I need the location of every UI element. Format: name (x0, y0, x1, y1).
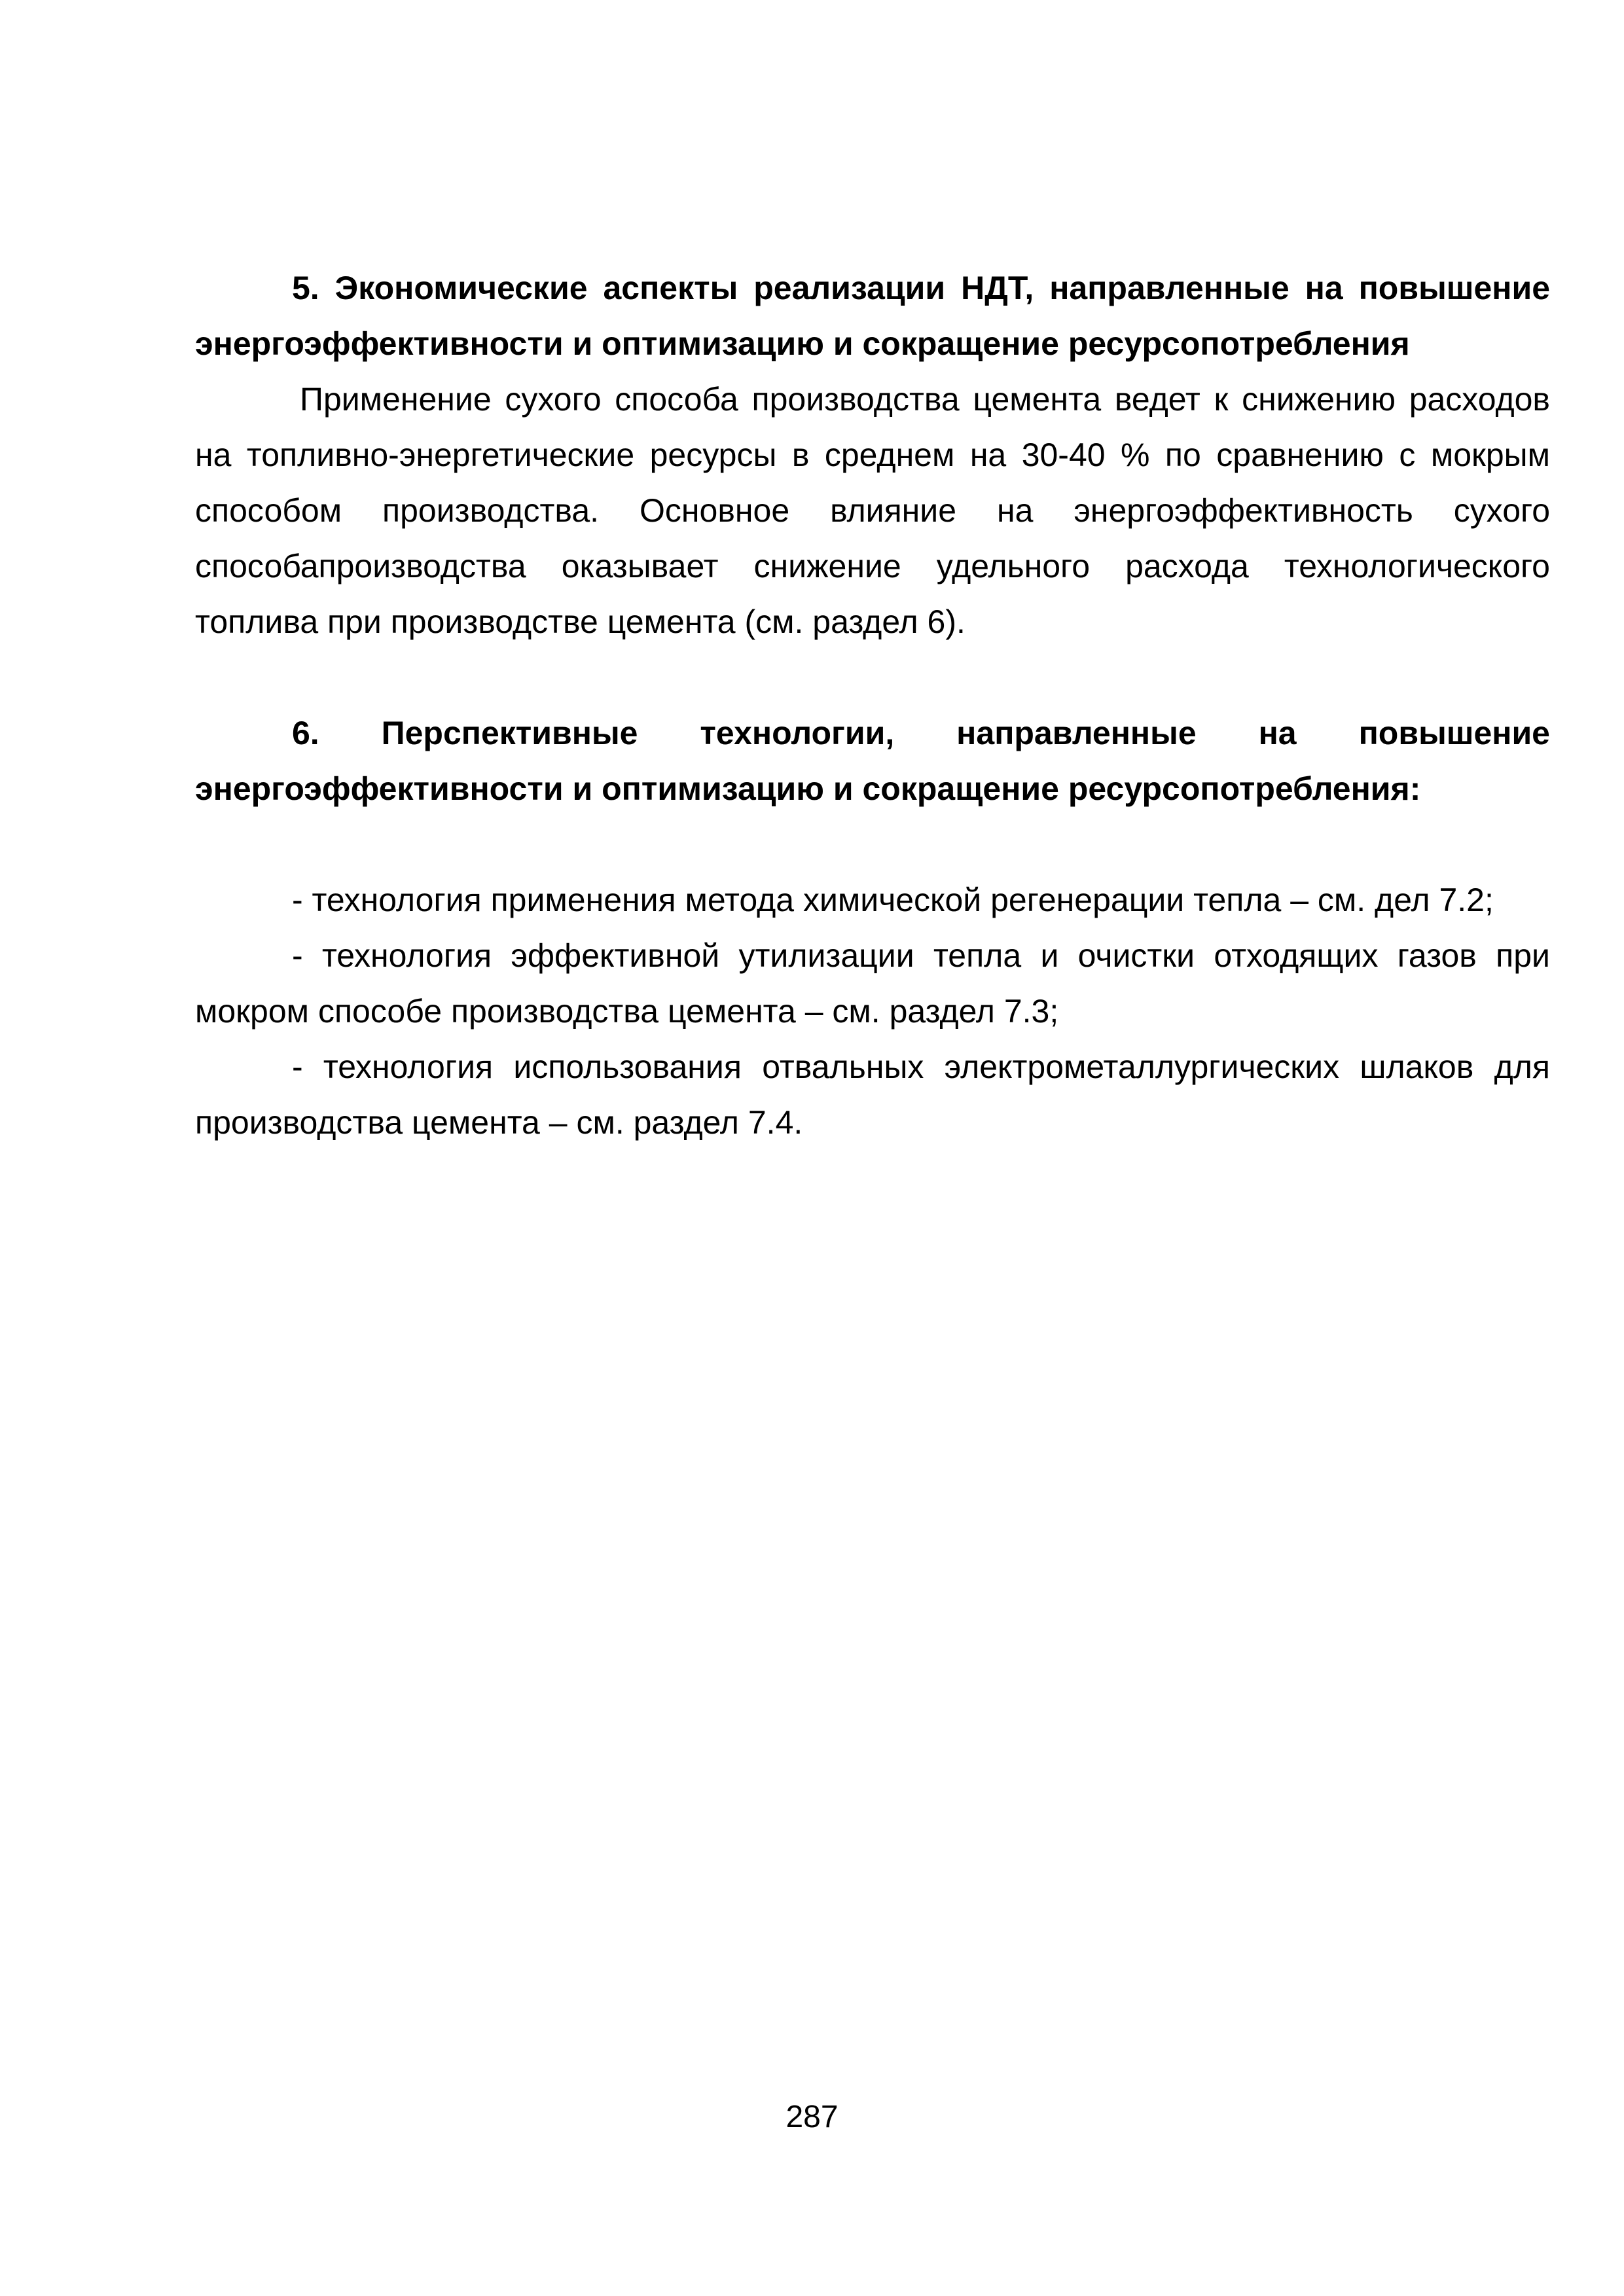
list-item: - технология использования отвальных электрометаллургических шлаков для производства цемента – см. раздел 7.4. (195, 1049, 1550, 1141)
page-content (195, 260, 1550, 1151)
list-item: - технология эффективной утилизации тепла и очистки отходящих газов при мокром способе производства цемента – см. раздел 7.3; (195, 937, 1550, 1030)
technology-list (195, 872, 1550, 1151)
section-5-heading: 5. Экономические аспекты реализации НДТ, направленные на повышение энергоэффективности и оптимизацию и сокращение ресурсопотребления (195, 270, 1550, 362)
section-6-heading: 6. Перспективные технологии, направленные на повышение энергоэффективности и оптимизацию и сокращение ресурсопотребления: (195, 715, 1550, 807)
section-5-paragraph: Применение сухого способа производства цемента ведет к снижению расходов на топливно-энергетические ресурсы в среднем на 30-40 % по сравнению с мокрым способом производства. Основное влияние на энергоэффективность сухого способапроизводства оказывает снижение удельного расхода технологического топлива при производстве цемента (см. раздел 6). (195, 381, 1550, 640)
page-number: 287 (785, 2100, 839, 2134)
list-item: - технология применения метода химической регенерации тепла – см. дел 7.2; (292, 882, 1494, 918)
